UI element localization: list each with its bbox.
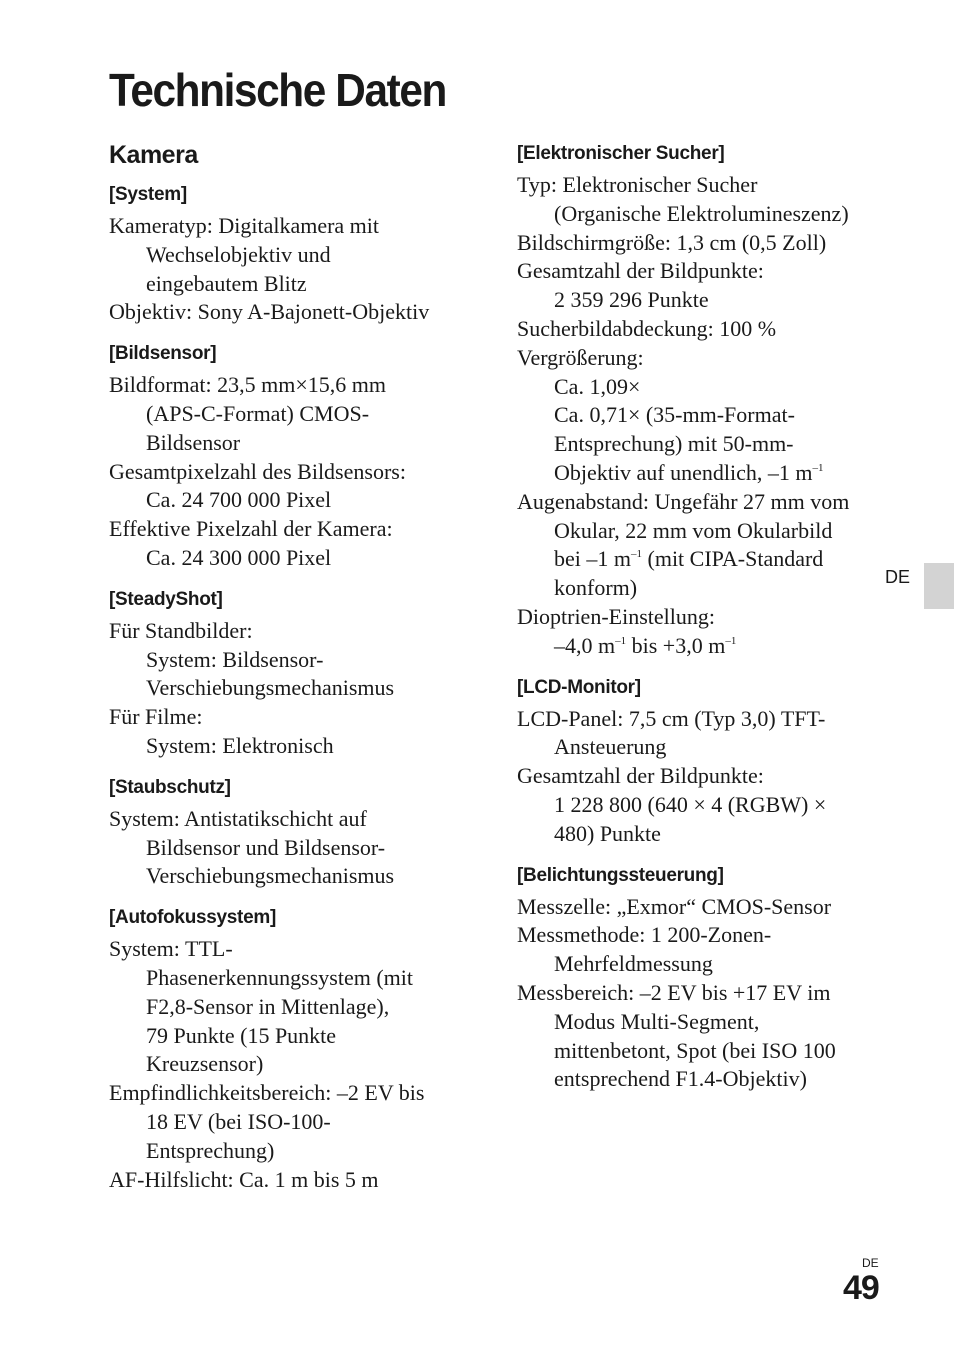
spec-line: Ca. 24 700 000 Pixel (146, 487, 332, 513)
spec-line: Messbereich: –2 EV bis +17 EV im (517, 979, 831, 1005)
spec-line: entsprechend F1.4-Objektiv) (554, 1066, 807, 1092)
spec-line: Vergrößerung: (517, 344, 644, 370)
spec-line: System: Elektronisch (146, 732, 334, 758)
spec-line: Augenabstand: Ungefähr 27 mm vom (517, 488, 850, 514)
footer-language: DE (862, 1256, 879, 1270)
spec-line: Sucherbildabdeckung: 100 % (517, 315, 777, 341)
spec-block-bildsensor (109, 341, 479, 573)
spec-block-belichtung (517, 863, 887, 1095)
spec-line: Entsprechung) (146, 1137, 275, 1163)
spec-line-text: bis +3,0 m (626, 632, 726, 658)
spec-line: Für Filme: (109, 704, 203, 730)
spec-line: eingebautem Blitz (146, 270, 307, 296)
language-tab (924, 563, 954, 609)
spec-line: Messzelle: „Exmor“ CMOS-Sensor (517, 893, 832, 919)
page-title: Technische Daten (109, 64, 446, 116)
spec-line: Entsprechung) mit 50-mm- (554, 431, 794, 457)
spec-line: Gesamtzahl der Bildpunkte: (517, 763, 764, 789)
spec-line-text: (mit CIPA-Standard (642, 546, 824, 572)
spec-line-text: –4,0 m (554, 632, 616, 658)
left-column (109, 140, 479, 1208)
spec-line: Modus Multi-Segment, (554, 1008, 760, 1034)
heading-bildsensor: [Bildsensor] (109, 343, 217, 365)
superscript: –1 (615, 634, 627, 647)
spec-line: Ca. 0,71× (35-mm-Format- (554, 402, 795, 428)
spec-line: AF-Hilfslicht: Ca. 1 m bis 5 m (109, 1166, 379, 1192)
spec-line: System: Antistatikschicht auf (109, 805, 367, 831)
spec-line: Wechselobjektiv und (146, 241, 331, 267)
spec-line-text: bei –1 m (554, 546, 631, 572)
spec-line: Gesamtzahl der Bildpunkte: (517, 258, 764, 284)
spec-line: Ca. 1,09× (554, 373, 641, 399)
heading-steadyshot: [SteadyShot] (109, 588, 223, 610)
spec-block-staubschutz (109, 775, 479, 891)
spec-line: Bildsensor (146, 429, 241, 455)
heading-autofokussystem: [Autofokussystem] (109, 907, 276, 929)
spec-block-system (109, 182, 479, 327)
spec-line: Messmethode: 1 200-Zonen- (517, 922, 772, 948)
spec-line: Für Standbilder: (109, 617, 253, 643)
spec-line: Okular, 22 mm vom Okularbild (554, 517, 833, 543)
spec-line: Verschiebungsmechanismus (146, 863, 395, 889)
spec-line: mittenbetont, Spot (bei ISO 100 (554, 1037, 836, 1063)
spec-line: Typ: Elektronischer Sucher (517, 172, 758, 197)
spec-line: 1 228 800 (640 × 4 (RGBW) × (554, 791, 827, 817)
spec-block-sucher (517, 141, 887, 661)
spec-line: Bildformat: 23,5 mm×15,6 mm (109, 372, 387, 398)
section-title-kamera: Kamera (109, 141, 198, 169)
spec-line: Verschiebungsmechanismus (146, 675, 395, 701)
page-number: 49 (843, 1269, 879, 1307)
superscript: –1 (725, 634, 737, 647)
heading-elektronischer-sucher: [Elektronischer Sucher] (517, 143, 725, 164)
spec-line: Gesamtpixelzahl des Bildsensors: (109, 458, 406, 484)
spec-line: Bildschirmgröße: 1,3 cm (0,5 Zoll) (517, 229, 827, 255)
spec-line: Ansteuerung (554, 734, 667, 760)
spec-block-steadyshot (109, 587, 479, 761)
heading-lcd-monitor: [LCD-Monitor] (517, 676, 641, 698)
spec-line (517, 632, 887, 661)
spec-line: System: Bildsensor- (146, 646, 324, 672)
spec-block-lcd-monitor (517, 675, 887, 849)
spec-line: Bildsensor und Bildsensor- (146, 834, 386, 860)
spec-line: (APS-C-Format) CMOS- (146, 400, 370, 426)
spec-line: Kameratyp: Digitalkamera mit (109, 213, 380, 238)
spec-line: Empfindlichkeitsbereich: –2 EV bis (109, 1080, 425, 1106)
spec-line-text: Objektiv auf unendlich, –1 m (554, 459, 813, 485)
heading-system: [System] (109, 184, 187, 205)
heading-staubschutz: [Staubschutz] (109, 776, 231, 798)
spec-line: LCD-Panel: 7,5 cm (Typ 3,0) TFT- (517, 705, 826, 731)
superscript: –1 (631, 548, 642, 561)
spec-block-autofokus (109, 905, 479, 1194)
spec-line: (Organische Elektrolumineszenz) (554, 200, 849, 226)
spec-line: konform) (554, 575, 638, 601)
spec-line: System: TTL- (109, 936, 233, 962)
spec-line: Effektive Pixelzahl der Kamera: (109, 516, 393, 542)
spec-line: F2,8-Sensor in Mittenlage), (146, 993, 390, 1019)
language-tab-label: DE (885, 567, 911, 587)
spec-line: Mehrfeldmessung (554, 951, 713, 977)
right-column (517, 141, 887, 1108)
spec-line: 2 359 296 Punkte (554, 287, 709, 313)
spec-line (517, 459, 887, 488)
spec-line: 480) Punkte (554, 820, 661, 846)
spec-line: Objektiv: Sony A-Bajonett-Objektiv (109, 299, 430, 325)
spec-line: 79 Punkte (15 Punkte (146, 1022, 337, 1048)
spec-line: Kreuzsensor) (146, 1051, 264, 1077)
spec-line: Dioptrien-Einstellung: (517, 603, 715, 629)
spec-line: 18 EV (bei ISO-100- (146, 1108, 331, 1134)
heading-belichtungssteuerung: [Belichtungssteuerung] (517, 864, 724, 886)
spec-line: Phasenerkennungssystem (mit (146, 964, 414, 990)
spec-line: Ca. 24 300 000 Pixel (146, 544, 332, 570)
superscript: –1 (812, 461, 824, 474)
spec-line (517, 545, 887, 574)
